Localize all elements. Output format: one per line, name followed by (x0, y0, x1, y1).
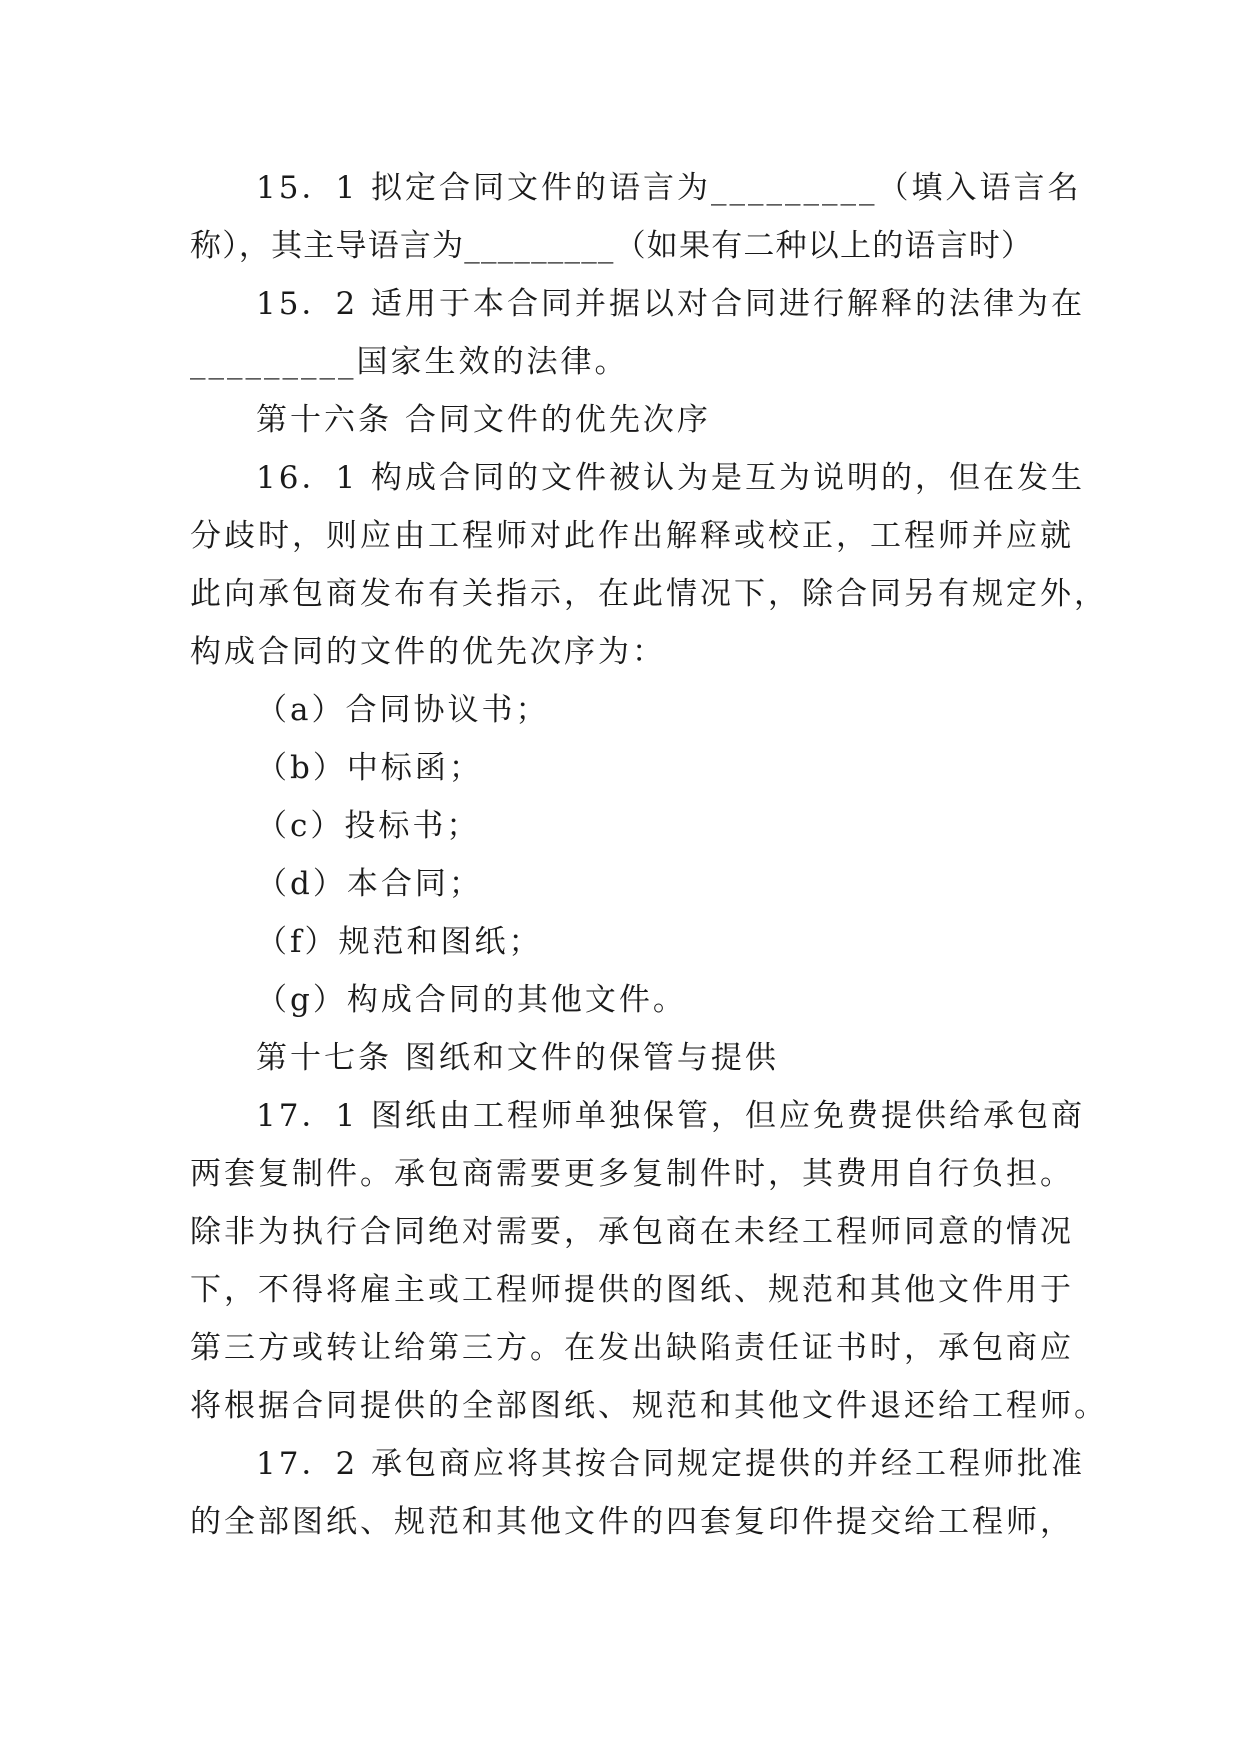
para-17-1-line-4: 下，不得将雇主或工程师提供的图纸、规范和其他文件用于 (190, 1272, 1074, 1308)
list-item-g: （g）构成合同的其他文件。 (256, 982, 687, 1018)
para-17-2-line-2: 的全部图纸、规范和其他文件的四套复印件提交给工程师， (190, 1504, 1074, 1540)
article-16-heading: 第十六条 合同文件的优先次序 (256, 402, 711, 438)
para-16-1-line-3: 此向承包商发布有关指示，在此情况下，除合同另有规定外， (190, 576, 1108, 612)
para-17-1-line-3: 除非为执行合同绝对需要，承包商在未经工程师同意的情况 (190, 1214, 1074, 1250)
para-16-1-line-4: 构成合同的文件的优先次序为： (190, 634, 666, 670)
para-17-1-line-5: 第三方或转让给第三方。在发出缺陷责任证书时，承包商应 (190, 1330, 1074, 1366)
para-15-2-line-1: 15．2 适用于本合同并据以对合同进行解释的法律为在 (256, 286, 1086, 322)
list-item-f: （f）规范和图纸； (256, 924, 543, 960)
para-17-1-line-6: 将根据合同提供的全部图纸、规范和其他文件退还给工程师。 (190, 1388, 1108, 1424)
para-15-2-line-2: _________国家生效的法律。 (190, 344, 629, 380)
article-17-heading: 第十七条 图纸和文件的保管与提供 (256, 1040, 779, 1076)
para-17-1-line-2: 两套复制件。承包商需要更多复制件时，其费用自行负担。 (190, 1156, 1074, 1192)
list-item-c: （c）投标书； (256, 808, 481, 844)
para-16-1-line-2: 分歧时，则应由工程师对此作出解释或校正，工程师并应就 (190, 518, 1074, 554)
list-item-a: （a）合同协议书； (256, 692, 550, 728)
para-15-1-line-1: 15．1 拟定合同文件的语言为_________（填入语言名 (256, 170, 1082, 206)
list-item-d: （d）本合同； (256, 866, 483, 902)
document-body (190, 159, 1108, 1551)
para-15-1-line-2: 称），其主导语言为_________（如果有二种以上的语言时） (190, 228, 1034, 264)
para-17-2-line-1: 17．2 承包商应将其按合同规定提供的并经工程师批准 (256, 1446, 1086, 1482)
list-item-b: （b）中标函； (256, 750, 483, 786)
para-17-1-line-1: 17．1 图纸由工程师单独保管，但应免费提供给承包商 (256, 1098, 1086, 1134)
para-16-1-line-1: 16．1 构成合同的文件被认为是互为说明的，但在发生 (256, 460, 1086, 496)
